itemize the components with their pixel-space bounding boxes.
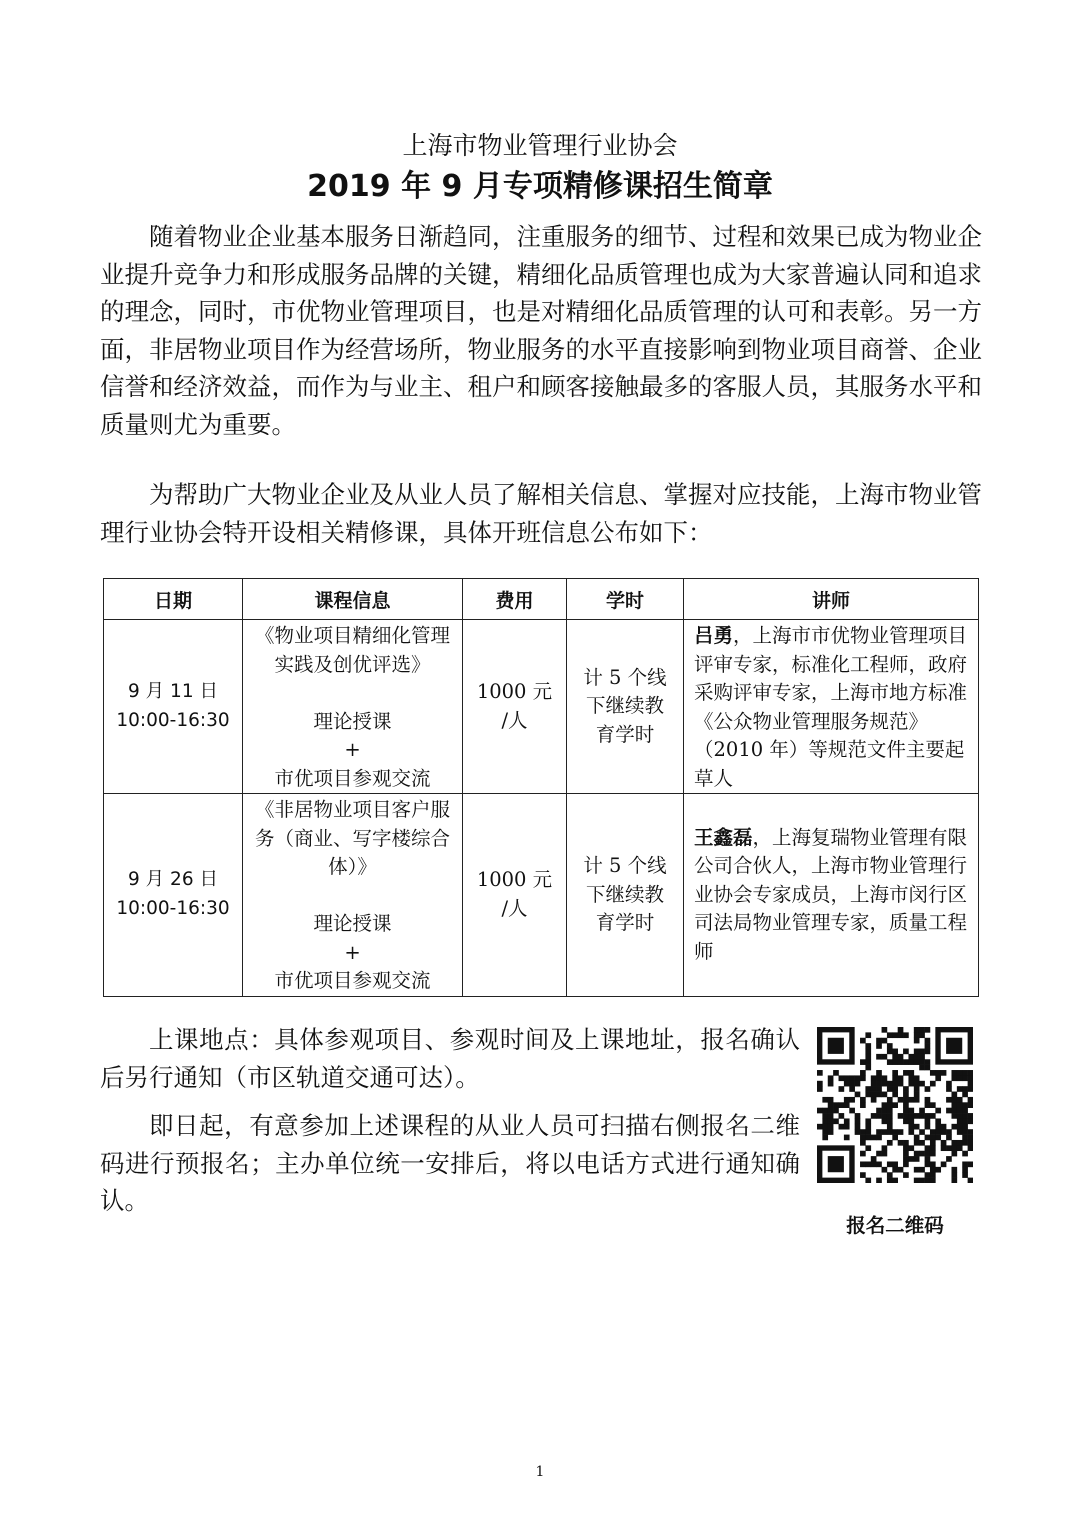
course-fee: 1000 元 [476,868,553,892]
course-format: 理论授课 [313,912,392,935]
course-hours: 计 5 个线下继续教育学时 [583,665,667,746]
column-header-fee: 费用 [463,579,567,620]
page-title: 2019 年 9 月专项精修课招生简章 [307,169,773,204]
column-header-lecturer: 讲师 [684,579,979,620]
course-fee-unit: /人 [501,708,528,732]
course-title: 《非居物业项目客户服务（商业、写字楼综合体）》 [254,798,450,878]
page-number: 1 [535,1464,545,1480]
table-row [104,620,979,794]
course-fee-unit: /人 [501,896,528,920]
course-fee: 1000 元 [476,680,553,703]
course-date: 9 月 26 日 [128,869,218,891]
course-format: 市优项目参观交流 [274,969,431,992]
fee-cell [463,620,567,794]
course-info-cell [243,794,463,997]
intro-paragraph: 为帮助广大物业企业及从业人员了解相关信息、掌握对应技能，上海市物业管理行业协会特开设相关精修课，具体开班信息公布如下： [100,480,982,547]
table-header-row [104,579,979,620]
lecturer-bio: ，上海市市优物业管理项目评审专家，标准化工程师，政府采购评审专家，上海市地方标准《公众物业管理服务规范》（2010 年）等规范文件主要起草人 [694,624,968,790]
lecturer-cell [684,620,979,794]
organization-title: 上海市物业管理行业协会 [402,131,678,160]
course-format-plus: + [344,940,361,964]
course-hours: 计 5 个线下继续教育学时 [583,854,667,934]
location-paragraph: 上课地点：具体参观项目、参观时间及上课地址，报名确认后另行通知（市区轨道交通可达）。 [100,1025,800,1092]
qr-caption: 报名二维码 [846,1214,944,1237]
intro-paragraph: 随着物业企业基本服务日渐趋同，注重服务的细节、过程和效果已成为物业企业提升竞争力和形成服务品牌的关键，精细化品质管理也成为大家普遍认同和追求的理念，同时，市优物业管理项目，也是对精细化品质管理的认可和表彰。另一方面，非居物业项目作为经营场所，物业服务的水平直接影响到物业项目商誉、企业信誉和经济效益，而作为与业主、租户和顾客接触最多的客服人员，其服务水平和质量则尤为重要。 [100,222,982,439]
lecturer-cell [684,794,979,997]
course-table [103,578,979,997]
lecturer-name: 吕勇 [694,624,734,647]
qr-code-image [817,1027,973,1183]
hours-cell [567,620,684,794]
signup-paragraph: 即日起，有意参加上述课程的从业人员可扫描右侧报名二维码进行预报名；主办单位统一安排后，将以电话方式进行通知确认。 [100,1111,800,1216]
course-info-cell [243,620,463,794]
course-time: 10:00-16:30 [116,709,230,731]
course-format-plus: + [344,738,361,761]
date-cell [104,794,243,997]
hours-cell [567,794,684,997]
course-date: 9 月 11 日 [128,681,218,702]
date-cell [104,620,243,794]
column-header-date: 日期 [104,579,243,620]
column-header-course: 课程信息 [243,579,463,620]
course-title: 《物业项目精细化管理实践及创优评选》 [254,624,450,676]
qr-code-icon[interactable] [817,1027,973,1183]
column-header-hours: 学时 [567,579,684,620]
course-format: 市优项目参观交流 [274,766,431,790]
course-time: 10:00-16:30 [116,897,230,919]
lecturer-bio: ，上海复瑞物业管理有限公司合伙人，上海市物业管理行业协会专家成员，上海市闵行区司法局物业管理专家，质量工程师 [694,825,968,963]
course-format: 理论授课 [313,709,392,733]
fee-cell [463,794,567,997]
lecturer-name: 王鑫磊 [694,825,753,849]
table-row [104,794,979,997]
